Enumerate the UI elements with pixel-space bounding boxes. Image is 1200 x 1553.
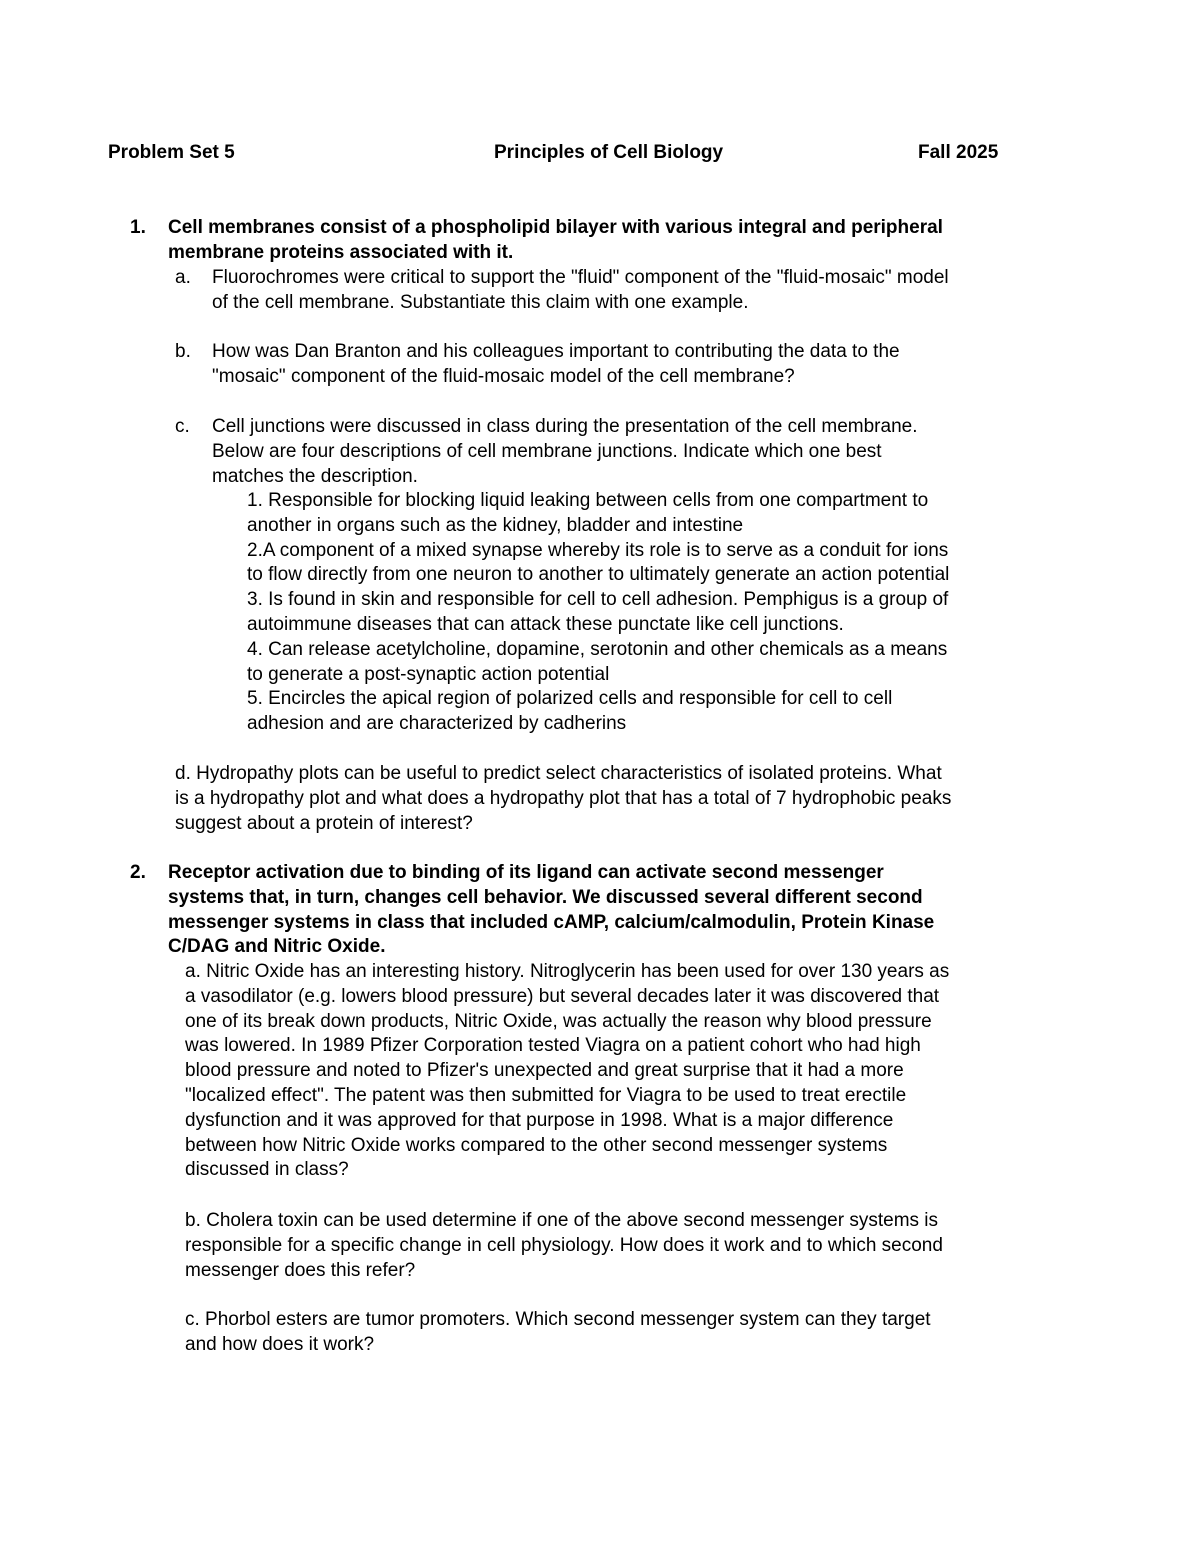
question-2a-line: blood pressure and noted to Pfizer's unexpected and great surprise that it had a more	[185, 1060, 904, 1082]
sub-question-letter: a.	[175, 267, 191, 288]
junction-description-line: another in organs such as the kidney, bladder and intestine	[247, 514, 744, 536]
question-1b-line: How was Dan Branton and his colleagues important to contributing the data to the	[212, 341, 900, 362]
question-2c	[185, 1308, 931, 1358]
junction-descriptions-list	[247, 489, 949, 737]
question-1c-text	[212, 415, 917, 489]
question-1b-line: "mosaic" component of the fluid-mosaic model of the cell membrane?	[212, 365, 795, 387]
question-2b	[185, 1209, 943, 1283]
sub-question-letter: b.	[175, 341, 191, 362]
junction-description-line: 3. Is found in skin and responsible for cell to cell adhesion. Pemphigus is a group of	[247, 589, 949, 611]
question-2b-line: messenger does this refer?	[185, 1259, 416, 1281]
question-1c-line: Below are four descriptions of cell membrane junctions. Indicate which one best	[212, 440, 882, 462]
header-term: Fall 2025	[918, 142, 999, 163]
question-2a	[185, 960, 949, 1183]
question-2a-line: was lowered. In 1989 Pfizer Corporation tested Viagra on a patient cohort who had high	[185, 1035, 921, 1057]
header-problem-set: Problem Set 5	[108, 142, 235, 163]
question-1d-line: is a hydropathy plot and what does a hydropathy plot that has a total of 7 hydrophobic peaks	[175, 787, 952, 809]
question-1d-line: d. Hydropathy plots can be useful to predict select characteristics of isolated proteins. What	[175, 763, 942, 784]
question-2c-line: c. Phorbol esters are tumor promoters. Which second messenger system can they target	[185, 1309, 931, 1330]
header-course-title: Principles of Cell Biology	[494, 142, 724, 163]
junction-description-line: 1. Responsible for blocking liquid leaking between cells from one compartment to	[247, 490, 929, 511]
document-header	[108, 141, 1068, 167]
question-2a-line: between how Nitric Oxide works compared to the other second messenger systems	[185, 1134, 888, 1156]
junction-description-line: 2.A component of a mixed synapse whereby its role is to serve as a conduit for ions	[247, 539, 949, 561]
question-2a-line: dysfunction and it was approved for that purpose in 1998. What is a major difference	[185, 1109, 894, 1131]
question-1-prompt-line: membrane proteins associated with it.	[168, 241, 514, 263]
question-2a-line: a. Nitric Oxide has an interesting history. Nitroglycerin has been used for over 130 years as	[185, 961, 950, 982]
question-2a-line: discussed in class?	[185, 1159, 349, 1181]
question-1b-text	[212, 340, 900, 390]
question-1-prompt	[168, 216, 1068, 266]
junction-description-line: 5. Encircles the apical region of polarized cells and responsible for cell to cell	[247, 688, 893, 710]
question-2-prompt-line: messenger systems in class that included cAMP, calcium/calmodulin, Protein Kinase	[168, 911, 935, 933]
question-2-prompt-line: C/DAG and Nitric Oxide.	[168, 936, 386, 958]
question-2b-line: b. Cholera toxin can be used determine if one of the above second messenger systems is	[185, 1210, 939, 1231]
question-2-prompt-line: Receptor activation due to binding of its ligand can activate second messenger	[168, 862, 884, 883]
junction-description-line: to generate a post-synaptic action potential	[247, 663, 610, 685]
question-1c-line: matches the description.	[212, 465, 418, 487]
question-number: 1.	[130, 217, 146, 238]
junction-description-line: 4. Can release acetylcholine, dopamine, serotonin and other chemicals as a means	[247, 638, 948, 660]
question-1a-line: of the cell membrane. Substantiate this claim with one example.	[212, 291, 749, 313]
question-1-prompt-line: Cell membranes consist of a phospholipid bilayer with various integral and peripheral	[168, 217, 943, 238]
question-2-prompt	[168, 861, 1068, 960]
junction-description-line: to flow directly from one neuron to another to ultimately generate an action potential	[247, 564, 950, 586]
question-2-prompt-line: systems that, in turn, changes cell behavior. We discussed several different second	[168, 886, 923, 908]
question-1c-line: Cell junctions were discussed in class during the presentation of the cell membrane.	[212, 416, 918, 437]
junction-description-line: autoimmune diseases that can attack these punctate like cell junctions.	[247, 613, 844, 635]
question-1a-line: Fluorochromes were critical to support the "fluid" component of the "fluid-mosaic" model	[212, 267, 949, 288]
question-1d	[175, 762, 951, 836]
sub-question-letter: c.	[175, 416, 190, 437]
question-1a-text	[212, 266, 949, 316]
question-2a-line: one of its break down products, Nitric Oxide, was actually the reason why blood pressure	[185, 1010, 932, 1032]
question-2a-line: a vasodilator (e.g. lowers blood pressure) but several decades later it was discovered that	[185, 985, 940, 1007]
question-number: 2.	[130, 862, 146, 883]
question-2c-line: and how does it work?	[185, 1333, 375, 1355]
junction-description-line: adhesion and are characterized by cadherins	[247, 713, 627, 735]
question-2b-line: responsible for a specific change in cell physiology. How does it work and to which second	[185, 1234, 943, 1256]
question-2a-line: "localized effect". The patent was then submitted for Viagra to be used to treat erectile	[185, 1084, 907, 1106]
question-1d-line: suggest about a protein of interest?	[175, 812, 473, 834]
